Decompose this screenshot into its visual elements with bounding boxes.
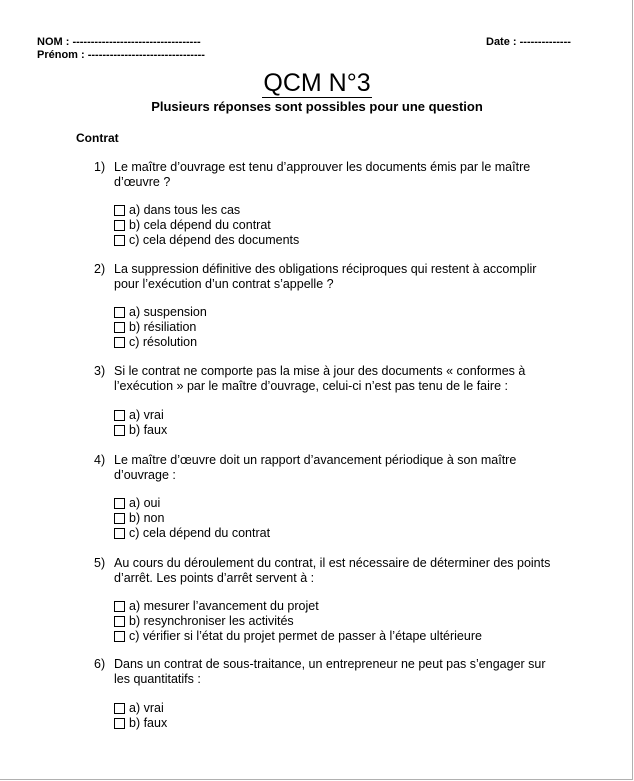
options-3	[114, 408, 167, 438]
page-title: QCM N°3	[263, 69, 371, 97]
nom-field: NOM : -----------------------------------	[37, 36, 201, 48]
option-6b[interactable]	[114, 716, 167, 731]
option-5b[interactable]	[114, 614, 482, 629]
option-label: b) faux	[129, 423, 168, 437]
checkbox[interactable]	[114, 703, 125, 714]
option-4a[interactable]	[114, 496, 270, 511]
question-text: Dans un contrat de sous-traitance, un entrepreneur ne peut pas s’engager sur les quantitatifs :	[114, 657, 546, 686]
option-label: a) dans tous les cas	[129, 203, 241, 217]
options-6	[114, 701, 167, 731]
checkbox[interactable]	[114, 513, 125, 524]
checkbox[interactable]	[114, 337, 125, 348]
option-label: c) cela dépend du contrat	[129, 526, 271, 540]
options-1	[114, 203, 299, 248]
option-3b[interactable]	[114, 423, 167, 438]
option-label: b) résiliation	[129, 320, 197, 334]
question-3	[94, 364, 564, 393]
question-number: 4)	[94, 453, 106, 467]
section-heading: Contrat	[76, 131, 119, 145]
checkbox[interactable]	[114, 220, 125, 231]
option-label: b) resynchroniser les activités	[129, 614, 294, 628]
question-number: 2)	[94, 262, 106, 276]
question-5	[94, 556, 564, 585]
checkbox[interactable]	[114, 528, 125, 539]
option-1a[interactable]	[114, 203, 299, 218]
option-4c[interactable]	[114, 526, 270, 541]
options-5	[114, 599, 482, 644]
question-2	[94, 262, 564, 291]
checkbox[interactable]	[114, 631, 125, 642]
option-label: a) vrai	[129, 701, 164, 715]
question-text: Si le contrat ne comporte pas la mise à jour des documents « conformes à l’exécution » par le maître d’ouvrage, celui-ci n’est pas tenu de le faire :	[114, 364, 526, 393]
checkbox[interactable]	[114, 205, 125, 216]
option-3a[interactable]	[114, 408, 167, 423]
option-2c[interactable]	[114, 335, 207, 350]
option-1b[interactable]	[114, 218, 299, 233]
option-5a[interactable]	[114, 599, 482, 614]
option-label: b) cela dépend du contrat	[129, 218, 271, 232]
option-label: c) résolution	[129, 335, 198, 349]
question-number: 1)	[94, 160, 106, 174]
option-label: a) suspension	[129, 305, 207, 319]
question-text: Le maître d’œuvre doit un rapport d’avancement périodique à son maître d’ouvrage :	[114, 453, 517, 482]
checkbox[interactable]	[114, 718, 125, 729]
option-5c[interactable]	[114, 629, 482, 644]
checkbox[interactable]	[114, 425, 125, 436]
checkbox[interactable]	[114, 498, 125, 509]
option-label: c) vérifier si l’état du projet permet de passer à l’étape ultérieure	[129, 629, 482, 643]
option-2b[interactable]	[114, 320, 207, 335]
question-number: 5)	[94, 556, 106, 570]
checkbox[interactable]	[114, 616, 125, 627]
question-text: Au cours du déroulement du contrat, il est nécessaire de déterminer des points d’arrêt. Les points d’arrêt servent à :	[114, 556, 551, 585]
option-4b[interactable]	[114, 511, 270, 526]
option-label: b) non	[129, 511, 165, 525]
question-number: 6)	[94, 657, 106, 671]
checkbox[interactable]	[114, 307, 125, 318]
date-field: Date : --------------	[486, 36, 571, 48]
option-6a[interactable]	[114, 701, 167, 716]
subtitle: Plusieurs réponses sont possibles pour une question	[151, 99, 483, 114]
option-label: a) oui	[129, 496, 161, 510]
option-label: a) vrai	[129, 408, 164, 422]
checkbox[interactable]	[114, 322, 125, 333]
option-2a[interactable]	[114, 305, 207, 320]
prenom-field: Prénom : --------------------------------	[37, 49, 205, 61]
question-number: 3)	[94, 364, 106, 378]
question-4	[94, 453, 564, 482]
checkbox[interactable]	[114, 601, 125, 612]
question-6	[94, 657, 564, 686]
option-1c[interactable]	[114, 233, 299, 248]
question-1	[94, 160, 564, 189]
options-2	[114, 305, 207, 350]
option-label: c) cela dépend des documents	[129, 233, 300, 247]
option-label: b) faux	[129, 716, 168, 730]
question-text: Le maître d’ouvrage est tenu d’approuver les documents émis par le maître d’œuvre ?	[114, 160, 531, 189]
question-text: La suppression définitive des obligations réciproques qui restent à accomplir pour l’exécution d’un contrat s’appelle ?	[114, 262, 537, 291]
checkbox[interactable]	[114, 410, 125, 421]
options-4	[114, 496, 270, 541]
checkbox[interactable]	[114, 235, 125, 246]
option-label: a) mesurer l’avancement du projet	[129, 599, 319, 613]
